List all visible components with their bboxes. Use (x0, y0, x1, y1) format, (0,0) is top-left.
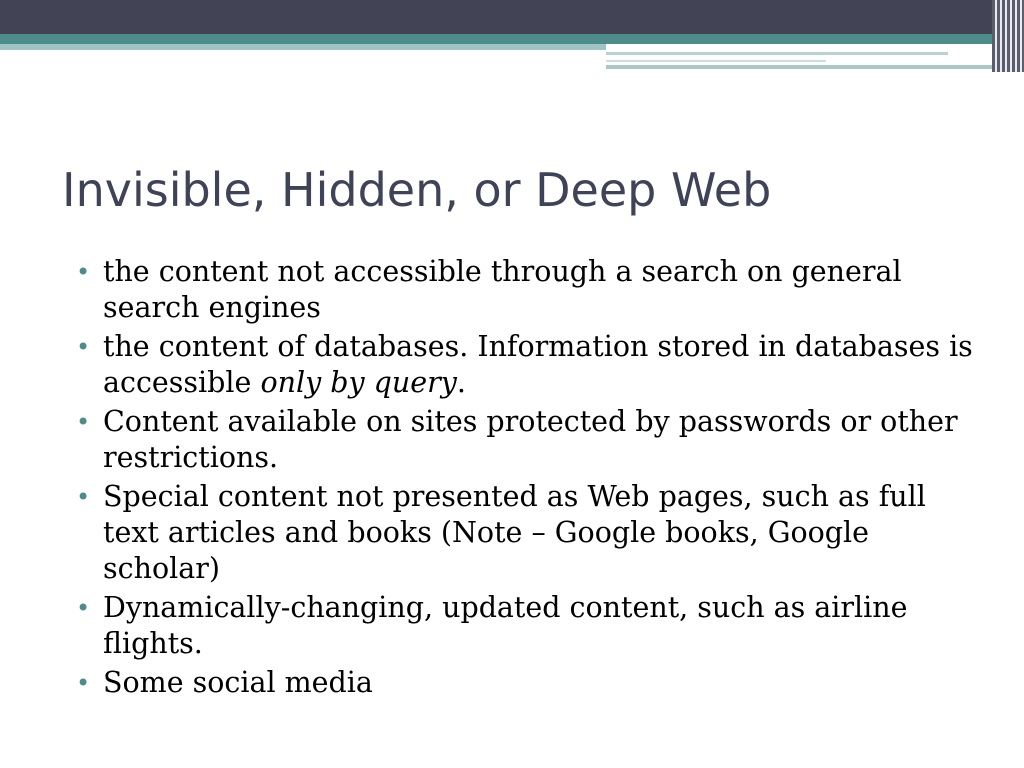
bullet-dot-icon: • (76, 669, 91, 697)
header-stripes (992, 0, 1024, 72)
bullet-dot-icon: • (76, 408, 91, 436)
bullet-dot-icon: • (76, 333, 91, 361)
header-band-light (0, 44, 606, 50)
bullet-text-end: . (456, 366, 466, 399)
bullet-emphasis: only by query (260, 366, 457, 399)
bullet-item (76, 665, 976, 701)
bullet-dot-icon: • (76, 594, 91, 622)
bullet-item (76, 329, 976, 401)
bullet-text: Some social media (103, 666, 373, 699)
header-accent-line (606, 65, 1000, 69)
bullet-item (76, 479, 976, 587)
bullet-text: the content not accessible through a search on general search engines (103, 255, 902, 324)
header-accent-line (606, 52, 948, 55)
bullet-dot-icon: • (76, 258, 91, 286)
bullet-item (76, 254, 976, 326)
bullet-dot-icon: • (76, 483, 91, 511)
bullet-list (76, 254, 976, 704)
bullet-text: the content of databases. Information stored in databases is accessible (103, 330, 973, 399)
header-band-dark (0, 0, 1024, 34)
bullet-item (76, 590, 976, 662)
bullet-text: Content available on sites protected by passwords or other restrictions. (103, 405, 958, 474)
bullet-text: Dynamically-changing, updated content, such as airline flights. (103, 591, 908, 660)
bullet-item (76, 404, 976, 476)
header-band-teal (0, 34, 1024, 44)
slide-title: Invisible, Hidden, or Deep Web (62, 163, 772, 217)
header-accent-line (606, 60, 826, 62)
bullet-text: Special content not presented as Web pages, such as full text articles and books (Note – Google books, Google scholar) (103, 480, 926, 585)
